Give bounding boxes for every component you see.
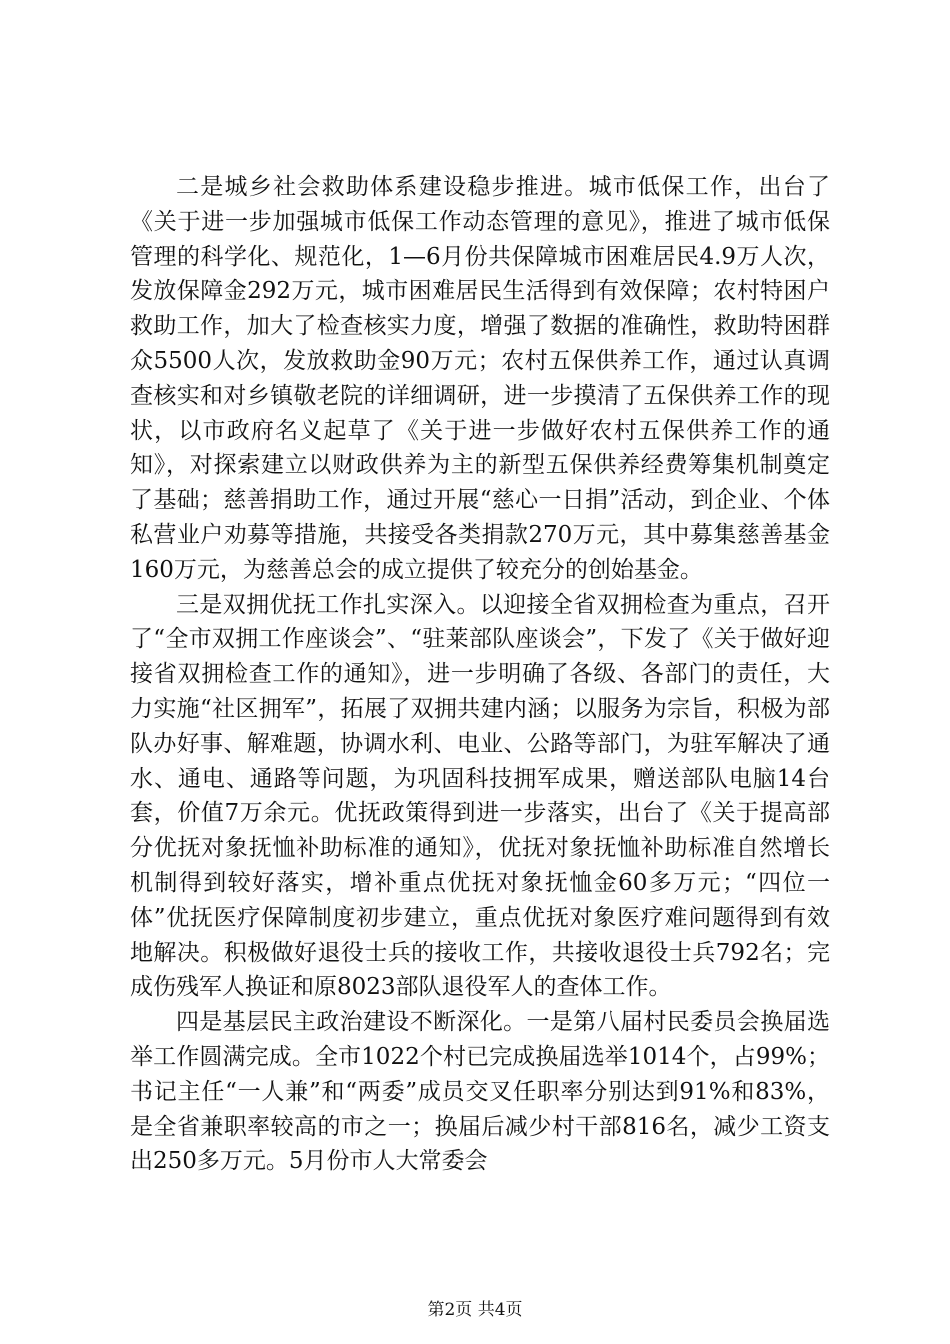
paragraph-social-assistance: 二是城乡社会救助体系建设稳步推进。城市低保工作，出台了《关于进一步加强城市低保工作动态管理的意见》，推进了城市低保管理的科学化、规范化，1—6月份共保障城市困难居民4.9万人次，发放保障金292万元，城市困难居民生活得到有效保障；农村特困户救助工作，加大了检查核实力度，增强了数据的准确性，救助特困群众5500人次，发放救助金90万元；农村五保供养工作，通过认真调查核实和对乡镇敬老院的详细调研，进一步摸清了五保供养工作的现状，以市政府名义起草了《关于进一步做好农村五保供养工作的通知》，对探索建立以财政供养为主的新型五保供养经费筹集机制奠定了基础；慈善捐助工作，通过开展“慈心一日捐”活动，到企业、个体私营业户劝募等措施，共接受各类捐款270万元，其中募集慈善基金160万元，为慈善总会的成立提供了较充分的创始基金。 (130, 174, 830, 583)
paragraph-grassroots-democracy: 四是基层民主政治建设不断深化。一是第八届村民委员会换届选举工作圆满完成。全市1022个村已完成换届选举1014个，占99%；书记主任“一人兼”和“两委”成员交叉任职率分别达到91%和83%，是全省兼职率较高的市之一；换届后减少村干部816名，减少工资支出250多万元。5月份市人大常委会 (130, 1009, 830, 1175)
page-number: 第2页 共4页 (427, 1300, 523, 1320)
page-footer (0, 1300, 950, 1320)
document-body (130, 170, 830, 1179)
paragraph-military-support: 三是双拥优抚工作扎实深入。以迎接全省双拥检查为重点，召开了“全市双拥工作座谈会”、“驻莱部队座谈会”，下发了《关于做好迎接省双拥检查工作的通知》，进一步明确了各级、各部门的责任，大力实施“社区拥军”，拓展了双拥共建内涵；以服务为宗旨，积极为部队办好事、解难题，协调水利、电业、公路等部门，为驻军解决了通水、通电、通路等问题，为巩固科技拥军成果，赠送部队电脑14台套，价值7万余元。优抚政策得到进一步落实，出台了《关于提高部分优抚对象抚恤补助标准的通知》，优抚对象抚恤补助标准自然增长机制得到较好落实，增补重点优抚对象抚恤金60多万元；“四位一体”优抚医疗保障制度初步建立，重点优抚对象医疗难问题得到有效地解决。积极做好退役士兵的接收工作，共接收退役士兵792名；完成伤残军人换证和原8023部队退役军人的查体工作。 (130, 591, 830, 1001)
